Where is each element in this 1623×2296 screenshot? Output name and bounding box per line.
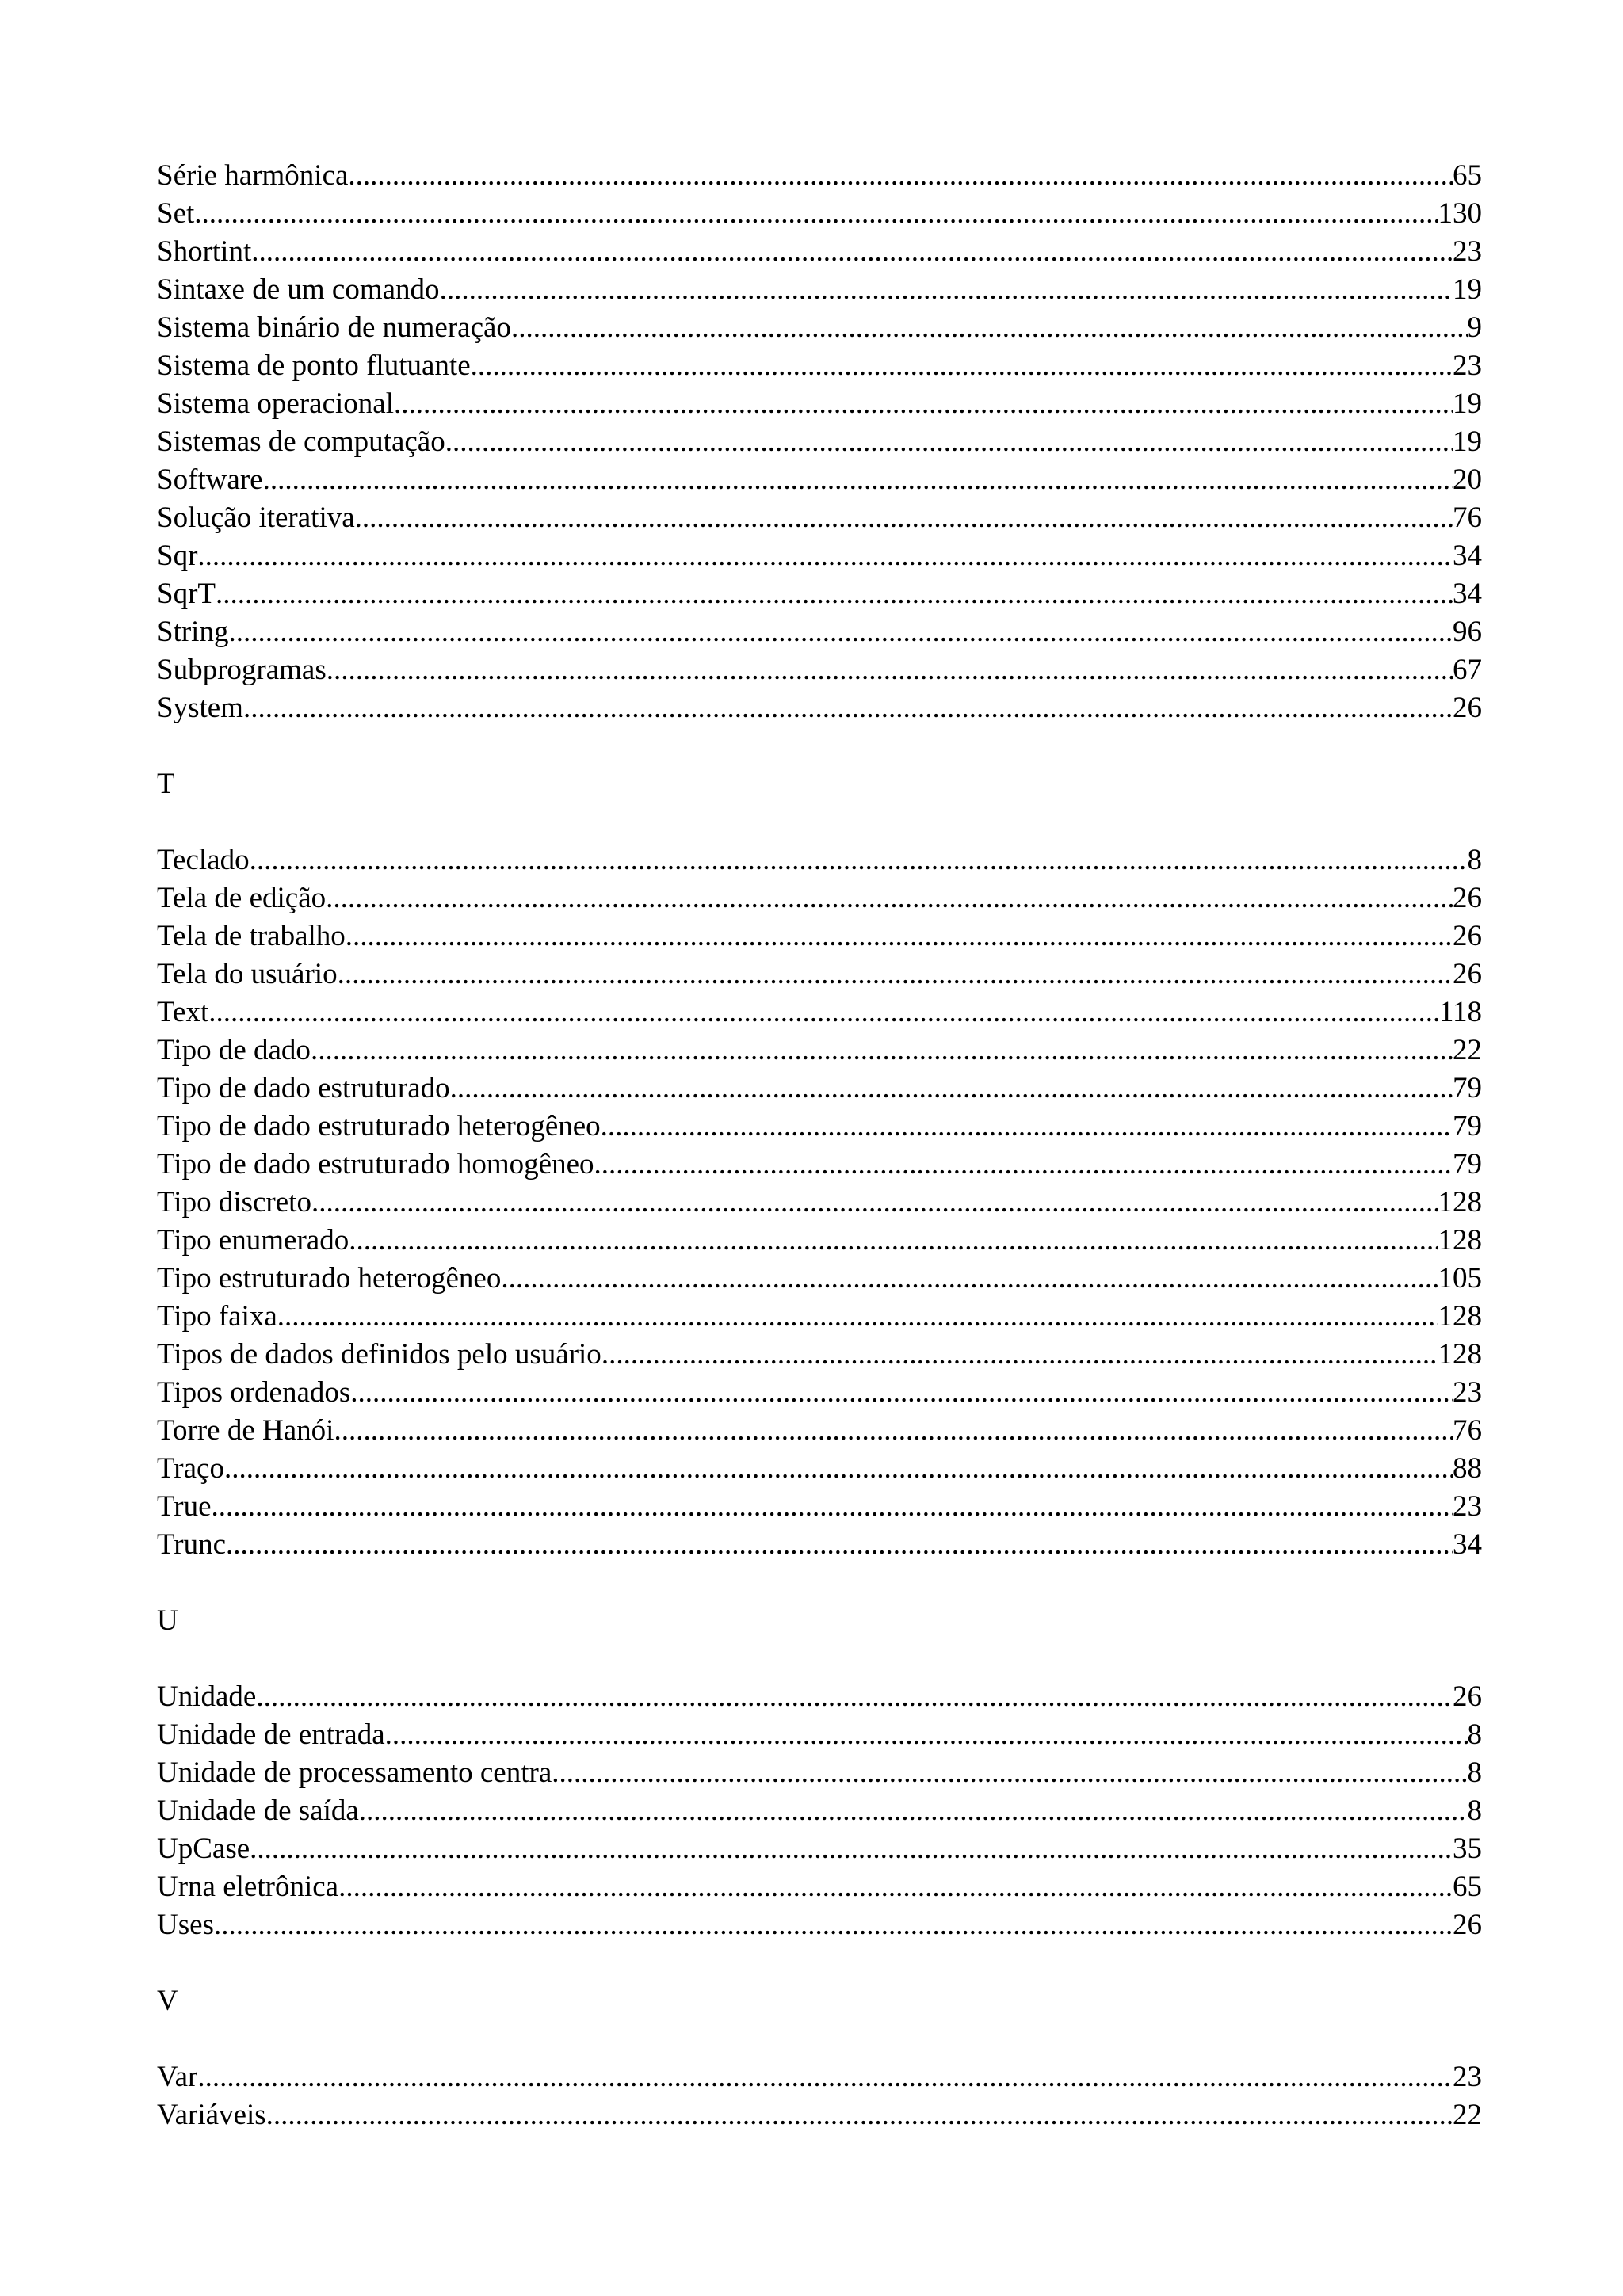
index-entry: [157, 1146, 1482, 1184]
index-entry: [157, 157, 1482, 195]
entry-term: Tela do usuário: [157, 958, 338, 990]
dot-leader: [445, 423, 1453, 461]
entry-term: Unidade: [157, 1680, 257, 1713]
entry-page-number: 26: [1453, 1680, 1482, 1713]
entry-page-number: 9: [1467, 311, 1482, 344]
index-entry: [157, 2058, 1482, 2096]
entry-term: Tipos ordenados: [157, 1376, 351, 1409]
index-entry: [157, 575, 1482, 613]
index-entry: [157, 195, 1482, 233]
entry-term: Unidade de saída: [157, 1794, 359, 1827]
entry-page-number: 19: [1453, 273, 1482, 306]
index-entry: [157, 2096, 1482, 2134]
entry-page-number: 65: [1453, 1871, 1482, 1903]
entry-page-number: 67: [1453, 654, 1482, 686]
dot-leader: [250, 1830, 1453, 1868]
dot-leader: [601, 1336, 1438, 1374]
index-entry: [157, 499, 1482, 537]
dot-leader: [326, 879, 1453, 917]
entry-page-number: 79: [1453, 1110, 1482, 1142]
entry-page-number: 22: [1453, 1034, 1482, 1066]
index-entry: [157, 613, 1482, 651]
entry-page-number: 20: [1453, 463, 1482, 496]
dot-leader: [263, 461, 1453, 499]
index-entry: [157, 233, 1482, 271]
dot-leader: [601, 1108, 1453, 1146]
index-entry: [157, 1754, 1482, 1792]
index-entry: [157, 1184, 1482, 1222]
dot-leader: [197, 2058, 1453, 2096]
entry-page-number: 19: [1453, 425, 1482, 458]
index-entry: [157, 1830, 1482, 1868]
dot-leader: [277, 1298, 1438, 1336]
dot-leader: [327, 651, 1453, 689]
entry-term: Urna eletrônica: [157, 1871, 339, 1903]
entry-term: Sqr: [157, 540, 198, 572]
entry-page-number: 130: [1438, 197, 1482, 230]
entry-term: Software: [157, 463, 263, 496]
entry-term: Tipo de dado estruturado: [157, 1072, 450, 1104]
entry-term: Tipo enumerado: [157, 1224, 349, 1257]
dot-leader: [355, 499, 1453, 537]
entry-page-number: 26: [1453, 1909, 1482, 1941]
entry-term: Sistemas de computação: [157, 425, 445, 458]
index-entry: [157, 955, 1482, 994]
dot-leader: [359, 1792, 1468, 1830]
dot-leader: [311, 1032, 1453, 1070]
index-entry: [157, 1374, 1482, 1412]
index-entry: [157, 347, 1482, 385]
entry-term: Sistema operacional: [157, 387, 394, 420]
index-entry: [157, 271, 1482, 309]
entry-page-number: 8: [1467, 1756, 1482, 1789]
index-entry: [157, 1108, 1482, 1146]
index-entry: [157, 385, 1482, 423]
entry-page-number: 128: [1438, 1300, 1482, 1333]
entry-page-number: 34: [1453, 578, 1482, 610]
entry-term: Trunc: [157, 1528, 227, 1561]
index-entry: [157, 423, 1482, 461]
dot-leader: [266, 2096, 1453, 2134]
entry-page-number: 23: [1453, 349, 1482, 382]
dot-leader: [216, 575, 1453, 613]
entry-page-number: 65: [1453, 159, 1482, 192]
entry-page-number: 105: [1438, 1262, 1482, 1295]
index-entry: [157, 689, 1482, 727]
dot-leader: [440, 271, 1453, 309]
dot-leader: [348, 157, 1453, 195]
entry-term: Unidade de processamento centra: [157, 1756, 552, 1789]
index-entry: [157, 1222, 1482, 1260]
section-letter-heading: T: [157, 768, 175, 800]
index-entry: [157, 461, 1482, 499]
entry-term: Text: [157, 996, 209, 1028]
dot-leader: [226, 1526, 1453, 1564]
index-entry: [157, 1260, 1482, 1298]
entry-page-number: 128: [1438, 1338, 1482, 1371]
entry-term: Torre de Hanói: [157, 1414, 334, 1447]
entry-page-number: 23: [1453, 1376, 1482, 1409]
dot-leader: [385, 1716, 1468, 1754]
entry-term: Variáveis: [157, 2099, 266, 2131]
index-section: [157, 157, 1482, 727]
entry-term: Var: [157, 2061, 198, 2093]
dot-leader: [511, 309, 1468, 347]
dot-leader: [350, 1374, 1453, 1412]
entry-page-number: 128: [1438, 1186, 1482, 1219]
entry-term: Tipo de dado estruturado homogêneo: [157, 1148, 594, 1180]
dot-leader: [214, 1906, 1453, 1944]
entry-page-number: 76: [1453, 1414, 1482, 1447]
index-entry: [157, 1868, 1482, 1906]
entry-term: True: [157, 1490, 212, 1523]
index-entry: [157, 1526, 1482, 1564]
dot-leader: [212, 1488, 1453, 1526]
dot-leader: [256, 1678, 1453, 1716]
dot-leader: [228, 613, 1453, 651]
index-entry: [157, 1488, 1482, 1526]
dot-leader: [471, 347, 1453, 385]
entry-term: Subprogramas: [157, 654, 327, 686]
entry-term: Sistema de ponto flutuante: [157, 349, 471, 382]
entry-term: Tipo de dado estruturado heterogêneo: [157, 1110, 601, 1142]
entry-page-number: 26: [1453, 920, 1482, 952]
dot-leader: [501, 1260, 1438, 1298]
dot-leader: [194, 195, 1438, 233]
dot-leader: [243, 689, 1453, 727]
entry-page-number: 19: [1453, 387, 1482, 420]
entry-page-number: 96: [1453, 616, 1482, 648]
index-entry: [157, 1298, 1482, 1336]
dot-leader: [338, 955, 1453, 994]
entry-page-number: 76: [1453, 502, 1482, 534]
entry-term: Unidade de entrada: [157, 1718, 385, 1751]
dot-leader: [251, 233, 1453, 271]
dot-leader: [197, 537, 1453, 575]
index-entry: [157, 1336, 1482, 1374]
entry-term: Tipo discreto: [157, 1186, 311, 1219]
entry-page-number: 88: [1453, 1452, 1482, 1485]
entry-page-number: 34: [1453, 540, 1482, 572]
entry-term: System: [157, 692, 243, 724]
index-section: [157, 765, 1482, 1564]
entry-term: Tipo de dado: [157, 1034, 311, 1066]
index-section: [157, 1982, 1482, 2134]
index-section: [157, 1602, 1482, 1944]
entry-term: Tipo estruturado heterogêneo: [157, 1262, 502, 1295]
entry-term: Sistema binário de numeração: [157, 311, 511, 344]
section-letter-heading: V: [157, 1985, 178, 2017]
entry-page-number: 79: [1453, 1072, 1482, 1104]
index-entry: [157, 1792, 1482, 1830]
index-entry: [157, 1716, 1482, 1754]
entry-term: Tela de trabalho: [157, 920, 346, 952]
index-entry: [157, 1450, 1482, 1488]
entry-page-number: 8: [1467, 1794, 1482, 1827]
section-letter-heading: U: [157, 1604, 178, 1637]
index-entry: [157, 1412, 1482, 1450]
entry-term: Teclado: [157, 844, 250, 876]
dot-leader: [346, 917, 1453, 955]
index-entry: [157, 309, 1482, 347]
index-entry: [157, 1678, 1482, 1716]
dot-leader: [224, 1450, 1453, 1488]
entry-term: Traço: [157, 1452, 224, 1485]
index-entry: [157, 651, 1482, 689]
entry-term: Tipo faixa: [157, 1300, 277, 1333]
entry-page-number: 26: [1453, 692, 1482, 724]
entry-page-number: 79: [1453, 1148, 1482, 1180]
entry-page-number: 128: [1438, 1224, 1482, 1257]
entry-term: Tipos de dados definidos pelo usuário: [157, 1338, 601, 1371]
entry-page-number: 23: [1453, 235, 1482, 268]
index-entry: [157, 917, 1482, 955]
dot-leader: [250, 841, 1468, 879]
entry-term: Set: [157, 197, 195, 230]
dot-leader: [552, 1754, 1467, 1792]
dot-leader: [594, 1146, 1453, 1184]
dot-leader: [450, 1070, 1453, 1108]
index-entry: [157, 537, 1482, 575]
index-entry: [157, 1032, 1482, 1070]
index-page: [157, 157, 1482, 2134]
entry-page-number: 26: [1453, 958, 1482, 990]
dot-leader: [311, 1184, 1438, 1222]
dot-leader: [338, 1868, 1453, 1906]
entry-page-number: 118: [1438, 996, 1482, 1028]
index-entry: [157, 879, 1482, 917]
entry-term: Solução iterativa: [157, 502, 355, 534]
entry-term: Tela de edição: [157, 882, 327, 914]
entry-page-number: 23: [1453, 2061, 1482, 2093]
entry-term: Uses: [157, 1909, 214, 1941]
dot-leader: [394, 385, 1453, 423]
dot-leader: [208, 994, 1439, 1032]
index-entry: [157, 841, 1482, 879]
entry-page-number: 26: [1453, 882, 1482, 914]
entry-page-number: 35: [1453, 1833, 1482, 1865]
entry-page-number: 23: [1453, 1490, 1482, 1523]
dot-leader: [334, 1412, 1453, 1450]
index-entry: [157, 1070, 1482, 1108]
entry-term: SqrT: [157, 578, 216, 610]
entry-page-number: 22: [1453, 2099, 1482, 2131]
entry-term: Sintaxe de um comando: [157, 273, 440, 306]
entry-term: UpCase: [157, 1833, 250, 1865]
dot-leader: [349, 1222, 1438, 1260]
entry-page-number: 34: [1453, 1528, 1482, 1561]
entry-term: Série harmônica: [157, 159, 349, 192]
entry-page-number: 8: [1467, 844, 1482, 876]
index-entry: [157, 994, 1482, 1032]
entry-term: Shortint: [157, 235, 252, 268]
entry-page-number: 8: [1467, 1718, 1482, 1751]
index-entry: [157, 1906, 1482, 1944]
entry-term: String: [157, 616, 229, 648]
